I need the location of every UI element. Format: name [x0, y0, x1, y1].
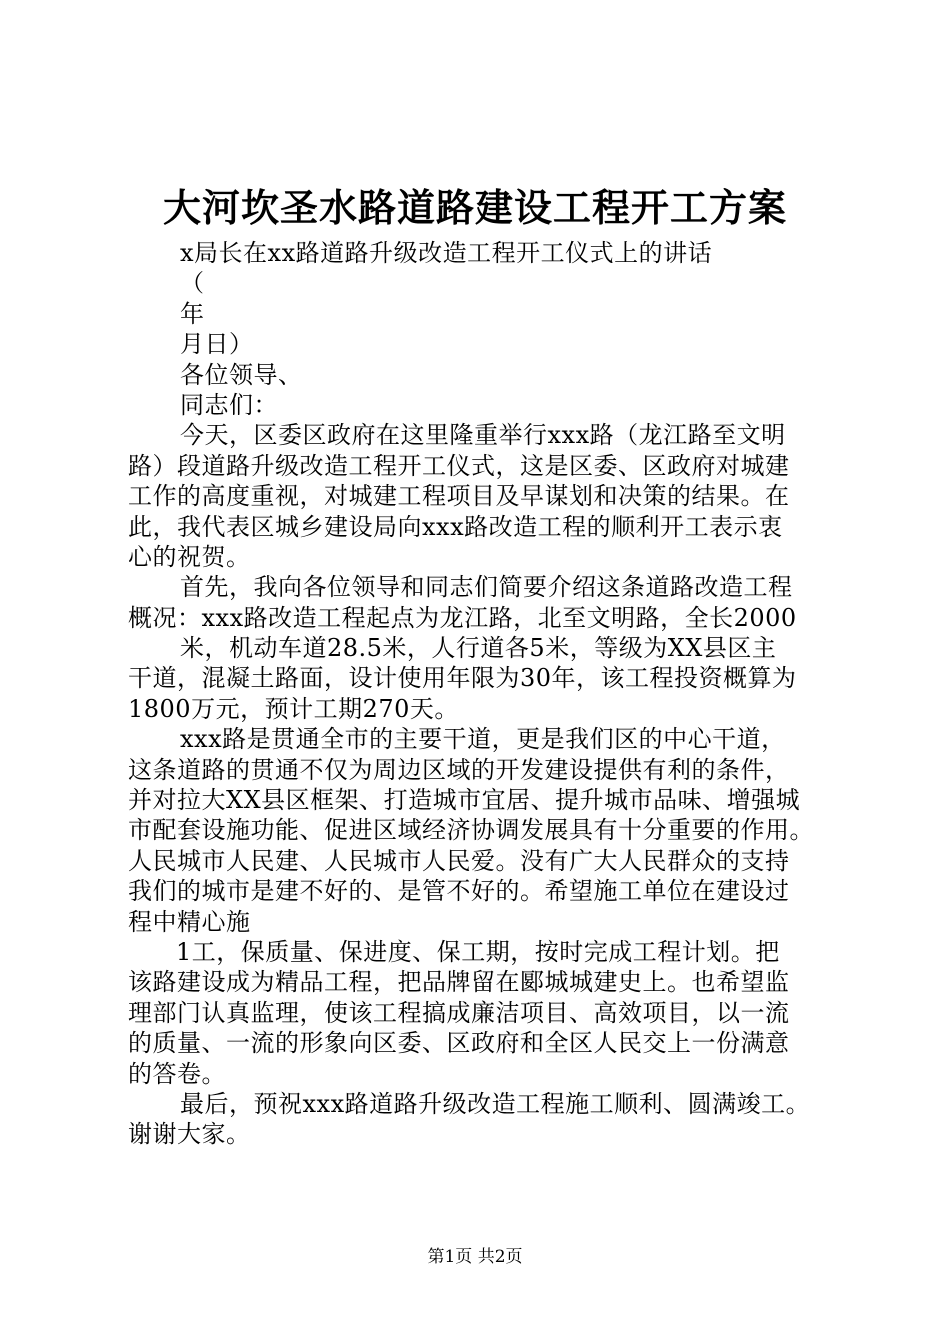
paragraph-line: 我们的城市是建不好的、是管不好的。希望施工单位在建设过: [128, 877, 790, 906]
paragraph-line: 工作的高度重视，对城建工程项目及早谋划和决策的结果。在: [128, 482, 790, 511]
paragraph-line: 干道，混凝土路面，设计使用年限为30年，该工程投资概算为: [128, 664, 797, 693]
paragraph-line: 心的祝贺。: [128, 542, 251, 571]
paragraph-line: 并对拉大XX县区框架、打造城市宜居、提升城市品味、增强城: [128, 786, 801, 815]
document-title: 大河坎圣水路道路建设工程开工方案: [162, 185, 787, 230]
date-month-day: 月日）: [180, 330, 254, 359]
salutation-comrades: 同志们：: [180, 390, 278, 419]
paragraph-line: 1800万元，预计工期270天。: [128, 694, 459, 723]
paragraph-line: 市配套设施功能、促进区域经济协调发展具有十分重要的作用。: [128, 816, 814, 845]
paragraph-line: xxx路是贯通全市的主要干道，更是我们区的中心干道，: [180, 725, 786, 754]
paragraph-line: 该路建设成为精品工程，把品牌留在郾城城建史上。也希望监: [128, 968, 790, 997]
document-body: [128, 238, 838, 1150]
paragraph-line: 这条道路的贯通不仅为周边区域的开发建设提供有利的条件，: [128, 755, 790, 784]
date-year: 年: [180, 299, 205, 328]
paragraph-line: 路）段道路升级改造工程开工仪式，这是区委、区政府对城建: [128, 451, 790, 480]
paragraph-line: 的答卷。: [128, 1059, 226, 1088]
paragraph-line: 概况：xxx路改造工程起点为龙江路，北至文明路，全长2000: [128, 603, 797, 632]
paragraph-line: 人民城市人民建、人民城市人民爱。没有广大人民群众的支持: [128, 846, 790, 875]
paragraph-line: 最后，预祝xxx路道路升级改造工程施工顺利、圆满竣工。: [180, 1089, 811, 1118]
closing-thanks: 谢谢大家。: [128, 1120, 251, 1149]
date-paren-open: （: [180, 269, 205, 298]
paragraph-line: 理部门认真监理，使该工程搞成廉洁项目、高效项目，以一流: [128, 998, 790, 1027]
paragraph-line: 1工，保质量、保进度、保工期，按时完成工程计划。把: [176, 937, 780, 966]
paragraph-line: 首先，我向各位领导和同志们简要介绍这条道路改造工程: [180, 573, 793, 602]
salutation-leaders: 各位领导、: [180, 360, 303, 389]
paragraph-line: 米，机动车道28.5米，人行道各5米，等级为XX县区主: [180, 634, 777, 663]
paragraph-line: 程中精心施: [128, 907, 251, 936]
speech-heading: x局长在xx路道路升级改造工程开工仪式上的讲话: [180, 239, 713, 267]
page-number-footer: 第1页 共2页: [427, 1247, 523, 1267]
paragraph-line: 今天，区委区政府在这里隆重举行xxx路（龙江路至文明: [180, 421, 786, 450]
paragraph-line: 此，我代表区城乡建设局向xxx路改造工程的顺利开工表示衷: [128, 512, 783, 541]
paragraph-line: 的质量、一流的形象向区委、区政府和全区人民交上一份满意: [128, 1029, 790, 1058]
